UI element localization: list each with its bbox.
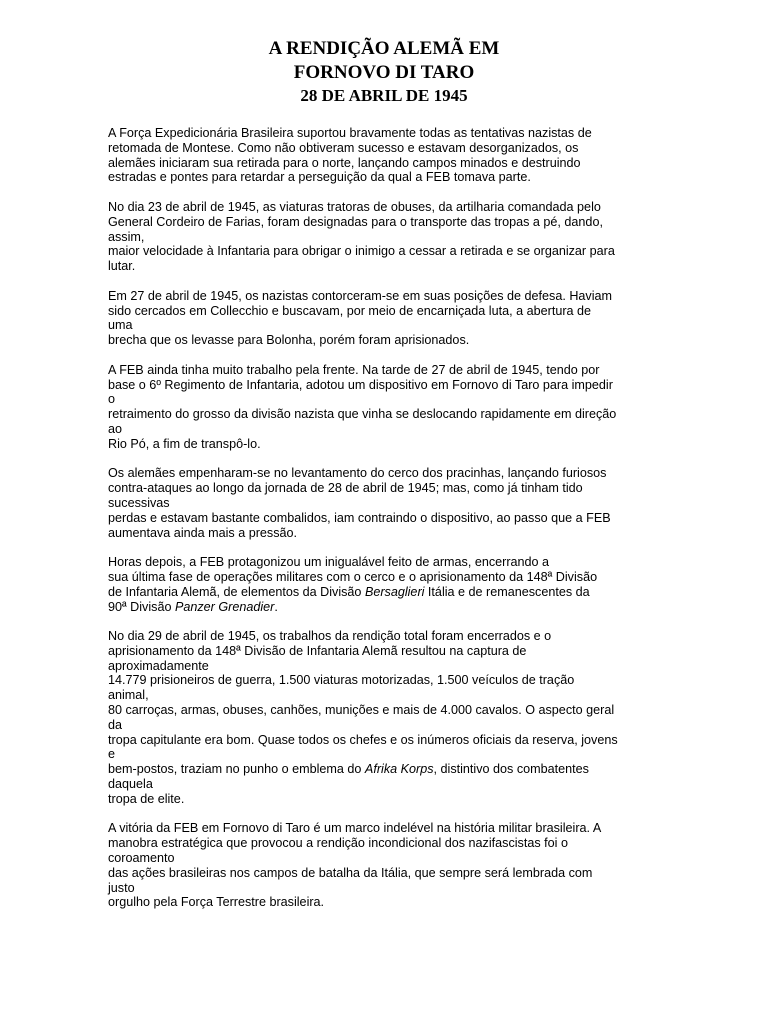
text-segment: 90ª Divisão — [108, 599, 175, 614]
text-line: daquela — [108, 777, 153, 792]
text-segment: bem-postos, traziam no punho o emblema do — [108, 762, 365, 777]
text-line: A FEB ainda tinha muito trabalho pela frente. Na tarde de 27 de abril de 1945, tendo por — [108, 362, 600, 377]
text-line: o — [108, 392, 116, 407]
text-line — [108, 600, 663, 615]
text-line: assim, — [108, 229, 145, 244]
text-line: das ações brasileiras nos campos de batalha da Itália, que sempre será lembrada com — [108, 865, 593, 880]
text-line: sido cercados em Collecchio e buscavam, por meio de encarniçada luta, a abertura de — [108, 303, 592, 318]
text-segment: Itália e de remanescentes da — [424, 584, 590, 599]
text-line: maior velocidade à Infantaria para obrigar o inimigo a cessar a retirada e se organizar para — [108, 244, 615, 259]
text-line: animal, — [108, 688, 149, 703]
title-line-2: FORNOVO DI TARO — [293, 62, 475, 83]
text-line: sua última fase de operações militares com o cerco e o aprisionamento da 148ª Divisão — [108, 569, 598, 584]
text-line: alemães iniciaram sua retirada para o norte, lançando campos minados e destruindo — [108, 155, 581, 170]
text-line: Rio Pó, a fim de transpô-lo. — [108, 436, 261, 451]
text-line: manobra estratégica que provocou a rendição incondicional dos nazifascistas foi o — [108, 836, 568, 851]
paragraph-3 — [108, 289, 663, 348]
italic-term: Panzer Grenadier — [174, 599, 275, 614]
paragraph-4 — [108, 363, 663, 452]
text-line — [108, 585, 663, 600]
text-segment: , distintivo dos combatentes — [433, 762, 589, 777]
text-line: 80 carroças, armas, obuses, canhões, munições e mais de 4.000 cavalos. O aspecto geral — [108, 703, 615, 718]
text-segment: de Infantaria Alemã, de elementos da Divisão — [108, 584, 365, 599]
text-line: estradas e pontes para retardar a perseguição da qual a FEB tomava parte. — [108, 170, 531, 185]
text-line: tropa de elite. — [108, 791, 185, 806]
text-line: contra-ataques ao longo da jornada de 28 de abril de 1945; mas, como já tinham tido — [108, 481, 583, 496]
text-line: da — [108, 717, 123, 732]
paragraph-8 — [108, 821, 663, 910]
text-line: A vitória da FEB em Fornovo di Taro é um marco indelével na história militar brasileira. A — [108, 821, 602, 836]
text-line: base o 6º Regimento de Infantaria, adotou um dispositivo em Fornovo di Taro para impedir — [108, 377, 613, 392]
text-line: tropa capitulante era bom. Quase todos os chefes e os inúmeros oficiais da reserva, jovens — [108, 732, 618, 747]
text-line: retomada de Montese. Como não obtiveram sucesso e estavam desorganizados, os — [108, 140, 579, 155]
text-line: coroamento — [108, 851, 175, 866]
text-line: No dia 23 de abril de 1945, as viaturas tratoras de obuses, da artilharia comandada pelo — [108, 199, 601, 214]
text-line: Horas depois, a FEB protagonizou um inigualável feito de armas, encerrando a — [108, 555, 550, 570]
text-line: 14.779 prisioneiros de guerra, 1.500 viaturas motorizadas, 1.500 veículos de tração — [108, 673, 575, 688]
text-line: sucessivas — [108, 495, 170, 510]
text-line: justo — [108, 880, 135, 895]
text-line: retraimento do grosso da divisão nazista que vinha se deslocando rapidamente em direção — [108, 407, 617, 422]
text-line: Em 27 de abril de 1945, os nazistas contorceram-se em suas posições de defesa. Haviam — [108, 288, 613, 303]
text-line: e — [108, 747, 116, 762]
text-line: aprisionamento da 148ª Divisão de Infantaria Alemã resultou na captura de — [108, 643, 527, 658]
document-body — [108, 126, 663, 925]
text-line: A Força Expedicionária Brasileira suportou bravamente todas as tentativas nazistas de — [108, 126, 592, 140]
paragraph-2 — [108, 200, 663, 274]
paragraph-6 — [108, 555, 663, 614]
text-line: Os alemães empenharam-se no levantamento do cerco dos pracinhas, lançando furiosos — [108, 466, 607, 481]
italic-term: Bersaglieri — [364, 584, 425, 599]
text-line: uma — [108, 318, 133, 333]
paragraph-7 — [108, 629, 663, 807]
title-date: 28 DE ABRIL DE 1945 — [300, 86, 468, 105]
text-line: lutar. — [108, 259, 136, 274]
title-line-1: A RENDIÇÃO ALEMÃ EM — [268, 38, 500, 59]
text-line: perdas e estavam bastante combalidos, iam contraindo o dispositivo, ao passo que a FEB — [108, 510, 611, 525]
text-line: aumentava ainda mais a pressão. — [108, 525, 298, 540]
text-line — [108, 762, 663, 777]
text-line: ao — [108, 421, 123, 436]
text-line: No dia 29 de abril de 1945, os trabalhos da rendição total foram encerrados e o — [108, 629, 552, 644]
paragraph-1 — [108, 126, 663, 185]
text-line: brecha que os levasse para Bolonha, porém foram aprisionados. — [108, 333, 470, 348]
text-line: aproximadamente — [108, 658, 209, 673]
italic-term: Afrika Korps — [364, 762, 434, 777]
text-line: orgulho pela Força Terrestre brasileira. — [108, 895, 325, 910]
text-segment: . — [274, 599, 278, 614]
text-line: General Cordeiro de Farias, foram designadas para o transporte das tropas a pé, dando, — [108, 214, 603, 229]
paragraph-5 — [108, 466, 663, 540]
